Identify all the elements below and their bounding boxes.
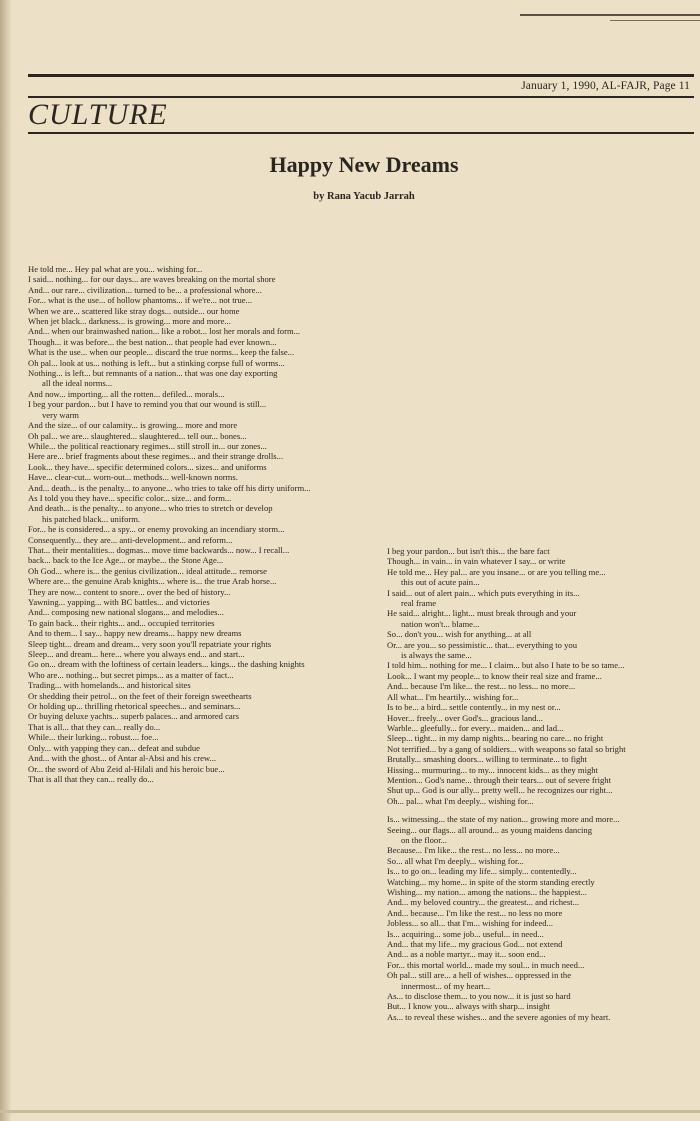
poem-line: Is... witnessing... the state of my nation... growing more and more... xyxy=(387,814,620,825)
poem-line: Or buying deluxe yachts... superb palaces... and armored cars xyxy=(28,711,239,722)
poem-line: Oh pal... we are... slaughtered... slaughtered... tell our... bones... xyxy=(28,430,247,441)
poem-line: And... because I'm like... the rest... no less... no more... xyxy=(387,681,576,692)
poem-line: And to them... I say... happy new dreams... happy new dreams xyxy=(28,628,242,639)
poem-line: nation won't... blame... xyxy=(401,618,480,629)
poem-line: innermost... of my heart... xyxy=(401,980,491,991)
poem-line: When we are... scattered like stray dogs... outside... our home xyxy=(28,305,240,316)
poem-line: Only... with yapping they can... defeat and subdue xyxy=(28,742,200,753)
poem-line: Mention... God's name... through their tears... out of severe fright xyxy=(387,774,611,785)
poem-line: Oh pal... look at us... nothing is left... but a stinking corpse full of worms... xyxy=(28,357,285,368)
poem-line: As I told you they have... specific color... size... and form... xyxy=(28,492,232,503)
poem-line: He told me... Hey pal what are you... wishing for... xyxy=(28,264,203,274)
poem-line: What is the use... when our people... discard the true norms... keep the false... xyxy=(28,347,295,358)
poem-line: Or... are you... so pessimistic... that... everything to you xyxy=(387,639,577,650)
poem-line: Though... it was before... the best nation... that people had ever known... xyxy=(28,336,277,347)
poem-line: Or shedding their petrol... on the feet of their foreign sweethearts xyxy=(28,690,252,701)
poem-line: Where are... the genuine Arab knights... where is... the true Arab horse... xyxy=(28,576,277,587)
poem-line: And... with the ghost... of Antar al-Absi and his crew... xyxy=(28,753,216,764)
poem-line: While... their lurking... robust.... foe... xyxy=(28,732,159,743)
section-title: CULTURE xyxy=(28,98,168,131)
poem-line: Not terrified... by a gang of soldiers... with weapons so fatal so bright xyxy=(387,743,626,754)
top-mark-secondary xyxy=(610,20,700,21)
poem-line: real frame xyxy=(401,598,437,609)
poem-line: Because... I'm like... the rest... no less... no more... xyxy=(387,845,560,856)
poem-line: back... back to the Ice Age... or maybe... the Stone Age... xyxy=(28,555,224,566)
poem-line: And... death... is the penalty... to anyone... who tries to take off his dirty uniform... xyxy=(28,482,311,493)
poem-line: They are now... content to snore... over the bed of history... xyxy=(28,586,231,597)
poem-line: To gain back... their rights... and... occupied territories xyxy=(28,617,215,628)
poem-line: And death... is the penalty... to anyone... who tries to stretch or develop xyxy=(28,503,273,514)
poem-line: As... to disclose them... to you now... it is just so hard xyxy=(387,991,571,1002)
poem-line: And... when our brainwashed nation... like a robot... lost her morals and form... xyxy=(28,326,301,337)
page-dateline: January 1, 1990, AL-FAJR, Page 11 xyxy=(521,80,690,92)
poem-line: Is to be... a bird... settle contently... in my nest or... xyxy=(387,702,561,713)
poem-line: I said... nothing... for our days... are waves breaking on the mortal shore xyxy=(28,274,276,285)
article-byline: by Rana Yacub Jarrah xyxy=(313,191,415,202)
stanza-break xyxy=(387,806,697,814)
poem-line: And... my beloved country... the greatest... and richest... xyxy=(387,897,580,908)
poem-line: Hover... freely... over God's... gracious land... xyxy=(387,712,543,723)
poem-line: I told him... nothing for me... I claim... but also I hate to be so tame... xyxy=(387,660,625,671)
poem-line: And... that my life... my gracious God... not extend xyxy=(387,939,563,950)
top-mark xyxy=(520,14,700,16)
poem-line: Oh pal... still are... a hell of wishes... oppressed in the xyxy=(387,970,572,981)
poem-line: Jobless... so all... that I'm... wishing for indeed... xyxy=(387,918,554,929)
poem-line: And now... importing... all the rotten... defiled... morals... xyxy=(28,388,225,399)
poem-line: Look... they have... specific determined colors... sizes... and uniforms xyxy=(28,461,267,472)
poem-line: That is all... that they can... really do... xyxy=(28,721,161,732)
poem-line: And... our rare... civilization... turned to be... a professional whore... xyxy=(28,284,262,295)
article-title: Happy New Dreams xyxy=(269,152,459,177)
poem-line: So... all what I'm deeply... wishing for... xyxy=(387,855,524,866)
poem-line: And the size... of our calamity... is growing... more and more xyxy=(28,420,238,431)
poem-line: Trading... with homelands... and historical sites xyxy=(28,680,191,691)
poem-line: Yawning... yapping... with BC battles... and victories xyxy=(28,597,210,607)
poem-line: Oh... pal... what I'm deeply... wishing for... xyxy=(387,795,534,806)
poem-line: Warble... gleefully... for every... maiden... and lad... xyxy=(387,722,564,733)
poem-line: Sleep tight... dream and dream... very soon you'll repatriate your rights xyxy=(28,638,272,649)
poem-line: As... to reveal these wishes... and the severe agonies of my heart. xyxy=(387,1011,611,1022)
poem-line: Though... in vain... in vain whatever I say... or write xyxy=(387,556,566,567)
header-rule-top xyxy=(28,74,694,77)
poem-line: Sleep... and dream... here... where you always end... and start... xyxy=(28,649,245,660)
poem-line: Look... I want my people... to know their real size and frame... xyxy=(387,670,602,681)
header-rule-bottom xyxy=(28,132,694,134)
bottom-edge xyxy=(0,1110,700,1113)
poem-line: Here are... brief fragments about these regimes... and their strange drolls... xyxy=(28,451,284,462)
poem-line: All what... I'm heartily... wishing for... xyxy=(387,691,519,702)
poem-line: Hissing... murmuring... to my... innocent kids... as they might xyxy=(387,764,598,775)
poem-line: Is... to go on... leading my life... simply... contentedly... xyxy=(387,866,577,877)
poem-line: For... this mortal world... made my soul... in much need... xyxy=(387,959,585,970)
poem-line: Oh God... where is... the genius civilization... ideal attitude... remorse xyxy=(28,565,267,576)
poem-line: I said... out of alert pain... which puts everything in its... xyxy=(387,587,580,598)
poem-line: So... don't you... wish for anything... at all xyxy=(387,629,532,640)
poem-line: Nothing... is left... but remnants of a nation... that was one day exporting xyxy=(28,368,278,379)
poem-line: But... I know you... always with sharp... insight xyxy=(387,1001,550,1012)
poem-line: Sleep... tight... in my damp nights... bearing no care... no fright xyxy=(387,733,604,744)
poem-line: He said... alright... light... must break through and your xyxy=(387,608,577,619)
poem-line: I beg your pardon... but isn't this... the bare fact xyxy=(387,546,550,556)
poem-line: Seeing... our flags... all around... as young maidens dancing xyxy=(387,824,593,835)
poem-line: And... as a noble martyr... may it... soon end... xyxy=(387,949,546,960)
poem-right-column xyxy=(387,546,697,1022)
poem-line: very warm xyxy=(42,409,79,420)
poem-line: For... what is the use... of hollow phantoms... if we're... not true... xyxy=(28,295,252,306)
poem-line: He told me... Hey pal... are you insane... or are you telling me... xyxy=(387,566,606,577)
poem-line: Who are... nothing... but secret pimps... as a matter of fact... xyxy=(28,669,234,680)
poem-line: Is... acquiring... some job... useful... in need... xyxy=(387,928,544,939)
poem-line: his patched black... uniform. xyxy=(42,513,141,524)
poem-line: Have... clear-cut... worn-out... methods... well-known norms. xyxy=(28,472,238,483)
poem-line: And... because... I'm like the rest... no less no more xyxy=(387,907,563,918)
poem-line: Consequently... they are... anti-development... and reform... xyxy=(28,534,233,545)
poem-line: Wishing... my nation... among the nations... the happiest... xyxy=(387,887,587,897)
poem-line: And... composing new national slogans... and melodies... xyxy=(28,607,224,618)
poem-line: For... he is considered... a spy... or enemy provoking an incendiary storm... xyxy=(28,524,285,535)
poem-left-column xyxy=(28,264,383,784)
poem-line: While... the political reactionary regimes... still stroll in... our zones... xyxy=(28,440,267,451)
poem-line: Shut up... God is our ally... pretty well... he recognizes our right... xyxy=(387,785,613,796)
poem-line: I beg your pardon... but I have to remind you that our wound is still... xyxy=(28,399,267,410)
poem-line: That... their mentalities... dogmas... move time backwards... now... I recall... xyxy=(28,544,290,555)
poem-line: all the ideal norms... xyxy=(42,378,113,389)
poem-line: Go on... dream with the loftiness of certain leaders... kings... the dashing knights xyxy=(28,659,305,670)
poem-line: this out of acute pain... xyxy=(401,577,480,588)
poem-line: Brutally... smashing doors... willing to terminate... to fight xyxy=(387,754,587,765)
poem-line: When jet black... darkness... is growing... more and more... xyxy=(28,316,231,327)
poem-line: That is all that they can... really do... xyxy=(28,773,154,784)
poem-line: on the floor... xyxy=(401,834,448,845)
poem-line: Or holding up... thrilling rhetorical speeches... and seminars... xyxy=(28,701,241,712)
poem-line: Or... the sword of Abu Zeid al-Hilali and his heroic bue... xyxy=(28,763,225,774)
poem-line: Watching... my home... in spite of the storm standing erectly xyxy=(387,876,595,887)
poem-line: is always the same... xyxy=(401,650,472,661)
